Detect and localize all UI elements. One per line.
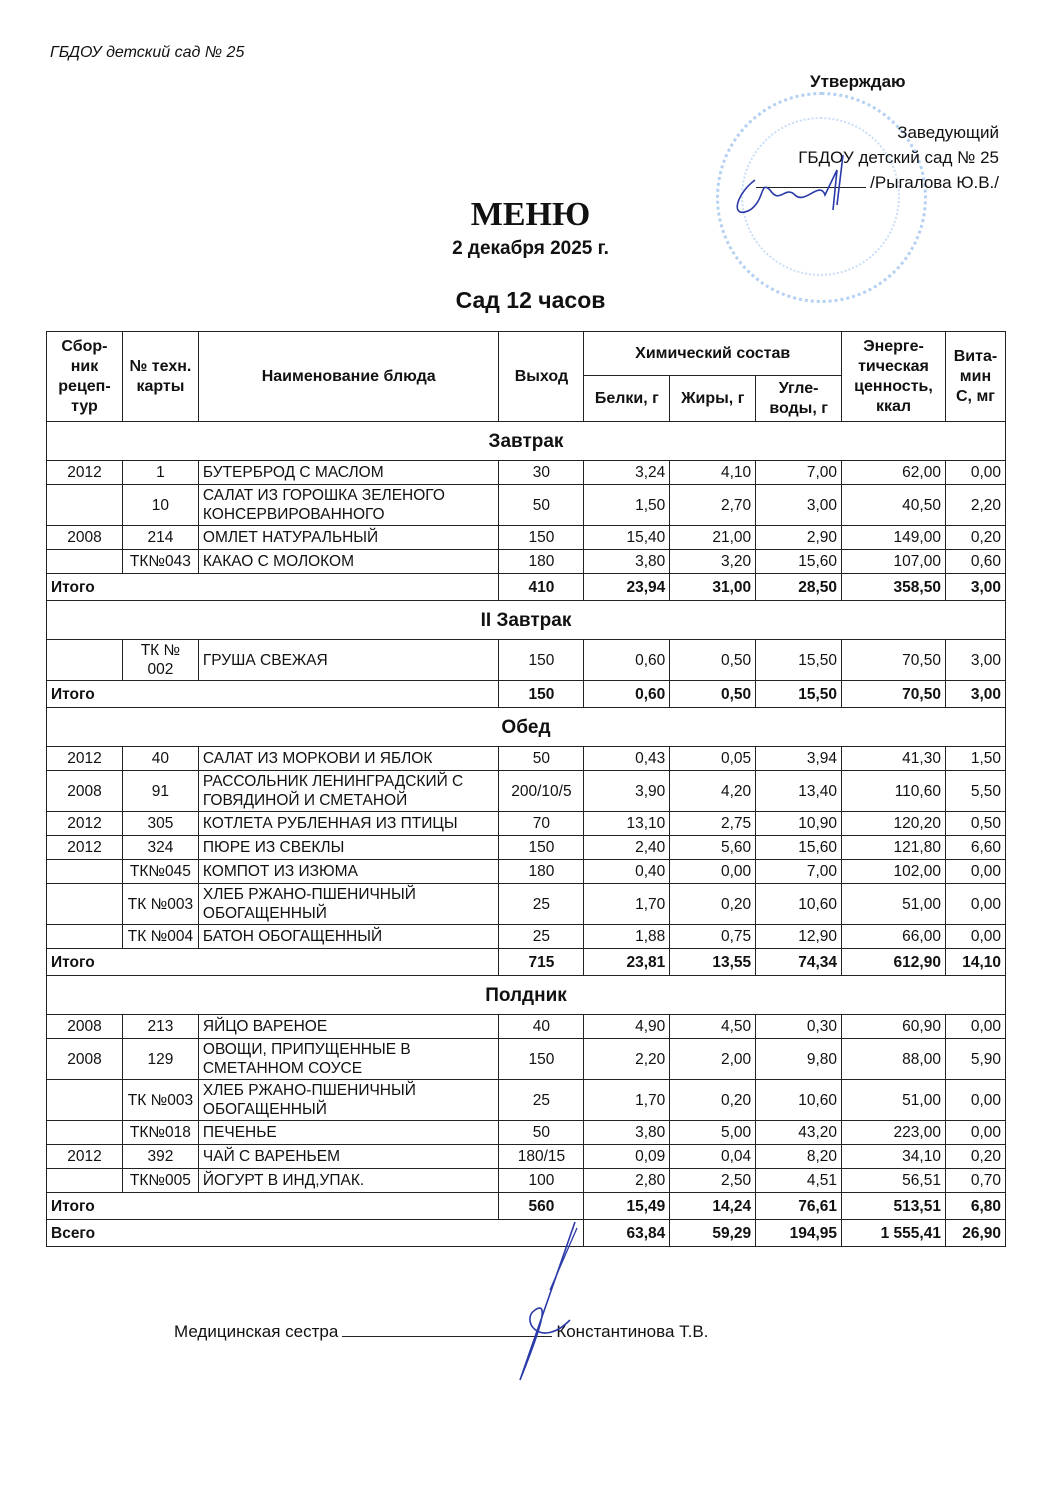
cell-fat: 2,00 bbox=[670, 1039, 756, 1080]
cell-card: 91 bbox=[122, 771, 198, 812]
cell-card: 324 bbox=[122, 836, 198, 860]
cell-dish: ХЛЕБ РЖАНО-ПШЕНИЧНЫЙ ОБОГАЩЕННЫЙ bbox=[198, 884, 499, 925]
cell-collection bbox=[47, 1121, 123, 1145]
total-label: Итого bbox=[47, 1193, 499, 1220]
cell-carbs: 10,60 bbox=[756, 884, 842, 925]
total-carbs: 28,50 bbox=[756, 574, 842, 601]
cell-fat: 0,20 bbox=[670, 1080, 756, 1121]
header-output: Выход bbox=[499, 332, 584, 422]
cell-protein: 0,43 bbox=[584, 747, 670, 771]
total-protein: 23,94 bbox=[584, 574, 670, 601]
cell-collection: 2008 bbox=[47, 526, 123, 550]
total-protein: 15,49 bbox=[584, 1193, 670, 1220]
cell-dish: БУТЕРБРОД С МАСЛОМ bbox=[198, 461, 499, 485]
cell-collection bbox=[47, 925, 123, 949]
grand-total-label: Всего bbox=[47, 1220, 584, 1247]
cell-card: ТК №003 bbox=[122, 1080, 198, 1121]
cell-carbs: 4,51 bbox=[756, 1169, 842, 1193]
total-output: 560 bbox=[499, 1193, 584, 1220]
cell-card: ТК №003 bbox=[122, 884, 198, 925]
section-header bbox=[47, 976, 1006, 1015]
grand-total-fat: 59,29 bbox=[670, 1220, 756, 1247]
cell-fat: 4,50 bbox=[670, 1015, 756, 1039]
menu-table bbox=[46, 331, 1006, 1247]
header-protein: Белки, г bbox=[584, 376, 670, 422]
cell-fat: 2,50 bbox=[670, 1169, 756, 1193]
cell-carbs: 9,80 bbox=[756, 1039, 842, 1080]
cell-fat: 2,75 bbox=[670, 812, 756, 836]
cell-vitc: 0,00 bbox=[945, 461, 1005, 485]
total-label: Итого bbox=[47, 681, 499, 708]
table-row bbox=[47, 485, 1006, 526]
header-dish-name: Наименование блюда bbox=[198, 332, 499, 422]
header-tech-card: № техн. карты bbox=[122, 332, 198, 422]
cell-collection: 2008 bbox=[47, 1039, 123, 1080]
cell-dish: ЯЙЦО ВАРЕНОЕ bbox=[198, 1015, 499, 1039]
cell-card: 213 bbox=[122, 1015, 198, 1039]
footer-signature-line bbox=[342, 1320, 552, 1337]
cell-collection bbox=[47, 485, 123, 526]
menu-date: 2 декабря 2025 г. bbox=[452, 238, 609, 259]
cell-carbs: 13,40 bbox=[756, 771, 842, 812]
total-energy: 513,51 bbox=[842, 1193, 946, 1220]
total-protein: 0,60 bbox=[584, 681, 670, 708]
approver-name: /Рыгалова Ю.В./ bbox=[870, 173, 999, 192]
cell-output: 25 bbox=[499, 1080, 584, 1121]
table-row bbox=[47, 1145, 1006, 1169]
header-fat: Жиры, г bbox=[670, 376, 756, 422]
cell-output: 70 bbox=[499, 812, 584, 836]
cell-carbs: 7,00 bbox=[756, 461, 842, 485]
total-label: Итого bbox=[47, 949, 499, 976]
approver-block bbox=[756, 120, 999, 195]
cell-protein: 0,09 bbox=[584, 1145, 670, 1169]
cell-output: 40 bbox=[499, 1015, 584, 1039]
cell-fat: 0,05 bbox=[670, 747, 756, 771]
cell-output: 50 bbox=[499, 1121, 584, 1145]
cell-fat: 3,20 bbox=[670, 550, 756, 574]
cell-protein: 1,70 bbox=[584, 884, 670, 925]
cell-dish: ПЕЧЕНЬЕ bbox=[198, 1121, 499, 1145]
table-row bbox=[47, 1039, 1006, 1080]
table-row bbox=[47, 1080, 1006, 1121]
cell-vitc: 0,60 bbox=[945, 550, 1005, 574]
cell-dish: ПЮРЕ ИЗ СВЕКЛЫ bbox=[198, 836, 499, 860]
cell-card: 305 bbox=[122, 812, 198, 836]
cell-output: 50 bbox=[499, 485, 584, 526]
footer-role: Медицинская сестра bbox=[174, 1322, 339, 1341]
section-header bbox=[47, 601, 1006, 640]
signature-line bbox=[756, 173, 866, 188]
header-carbs: Угле-воды, г bbox=[756, 376, 842, 422]
table-row bbox=[47, 836, 1006, 860]
cell-card: ТК№005 bbox=[122, 1169, 198, 1193]
section-total-row bbox=[47, 574, 1006, 601]
section-header bbox=[47, 708, 1006, 747]
cell-collection: 2012 bbox=[47, 812, 123, 836]
cell-card: ТК№045 bbox=[122, 860, 198, 884]
header-collection: Сбор-ник рецеп-тур bbox=[47, 332, 123, 422]
cell-collection: 2012 bbox=[47, 747, 123, 771]
cell-dish: КОМПОТ ИЗ ИЗЮМА bbox=[198, 860, 499, 884]
cell-card: ТК № 002 bbox=[122, 640, 198, 681]
table-row bbox=[47, 1121, 1006, 1145]
cell-fat: 2,70 bbox=[670, 485, 756, 526]
cell-energy: 56,51 bbox=[842, 1169, 946, 1193]
table-row bbox=[47, 550, 1006, 574]
cell-output: 50 bbox=[499, 747, 584, 771]
cell-output: 150 bbox=[499, 526, 584, 550]
cell-protein: 3,24 bbox=[584, 461, 670, 485]
cell-fat: 4,10 bbox=[670, 461, 756, 485]
cell-protein: 0,40 bbox=[584, 860, 670, 884]
cell-energy: 66,00 bbox=[842, 925, 946, 949]
cell-dish: ЙОГУРТ В ИНД,УПАК. bbox=[198, 1169, 499, 1193]
cell-fat: 0,04 bbox=[670, 1145, 756, 1169]
table-row bbox=[47, 884, 1006, 925]
total-energy: 358,50 bbox=[842, 574, 946, 601]
cell-energy: 40,50 bbox=[842, 485, 946, 526]
cell-protein: 1,50 bbox=[584, 485, 670, 526]
grand-total-energy: 1 555,41 bbox=[842, 1220, 946, 1247]
cell-energy: 51,00 bbox=[842, 884, 946, 925]
cell-carbs: 7,00 bbox=[756, 860, 842, 884]
cell-fat: 21,00 bbox=[670, 526, 756, 550]
total-vitc: 3,00 bbox=[945, 574, 1005, 601]
cell-card: 40 bbox=[122, 747, 198, 771]
cell-carbs: 43,20 bbox=[756, 1121, 842, 1145]
cell-energy: 62,00 bbox=[842, 461, 946, 485]
cell-collection: 2008 bbox=[47, 1015, 123, 1039]
table-row bbox=[47, 1015, 1006, 1039]
cell-fat: 5,00 bbox=[670, 1121, 756, 1145]
table-row bbox=[47, 526, 1006, 550]
cell-fat: 0,75 bbox=[670, 925, 756, 949]
cell-carbs: 15,60 bbox=[756, 836, 842, 860]
cell-dish: КОТЛЕТА РУБЛЕННАЯ ИЗ ПТИЦЫ bbox=[198, 812, 499, 836]
cell-collection bbox=[47, 550, 123, 574]
grand-total-protein: 63,84 bbox=[584, 1220, 670, 1247]
cell-carbs: 10,90 bbox=[756, 812, 842, 836]
cell-vitc: 0,00 bbox=[945, 860, 1005, 884]
table-row bbox=[47, 860, 1006, 884]
cell-collection bbox=[47, 640, 123, 681]
cell-carbs: 2,90 bbox=[756, 526, 842, 550]
table-row bbox=[47, 812, 1006, 836]
cell-protein: 4,90 bbox=[584, 1015, 670, 1039]
section-title: II Завтрак bbox=[47, 601, 1006, 640]
cell-collection bbox=[47, 884, 123, 925]
cell-protein: 1,88 bbox=[584, 925, 670, 949]
total-fat: 14,24 bbox=[670, 1193, 756, 1220]
cell-dish: ЧАЙ С ВАРЕНЬЕМ bbox=[198, 1145, 499, 1169]
cell-vitc: 1,50 bbox=[945, 747, 1005, 771]
organization-name: ГБДОУ детский сад № 25 bbox=[50, 44, 245, 61]
total-fat: 13,55 bbox=[670, 949, 756, 976]
cell-vitc: 3,00 bbox=[945, 640, 1005, 681]
cell-energy: 70,50 bbox=[842, 640, 946, 681]
footer-signature-block bbox=[174, 1320, 708, 1342]
cell-dish: БАТОН ОБОГАЩЕННЫЙ bbox=[198, 925, 499, 949]
cell-card: ТК№043 bbox=[122, 550, 198, 574]
cell-protein: 1,70 bbox=[584, 1080, 670, 1121]
cell-vitc: 0,00 bbox=[945, 1080, 1005, 1121]
table-row bbox=[47, 1169, 1006, 1193]
menu-subtitle: Сад 12 часов bbox=[455, 287, 606, 313]
cell-collection: 2012 bbox=[47, 1145, 123, 1169]
cell-card: 129 bbox=[122, 1039, 198, 1080]
cell-output: 150 bbox=[499, 640, 584, 681]
cell-fat: 0,20 bbox=[670, 884, 756, 925]
cell-vitc: 0,20 bbox=[945, 1145, 1005, 1169]
cell-vitc: 0,20 bbox=[945, 526, 1005, 550]
cell-output: 150 bbox=[499, 836, 584, 860]
cell-protein: 13,10 bbox=[584, 812, 670, 836]
cell-protein: 3,80 bbox=[584, 1121, 670, 1145]
total-label: Итого bbox=[47, 574, 499, 601]
total-carbs: 74,34 bbox=[756, 949, 842, 976]
cell-protein: 2,20 bbox=[584, 1039, 670, 1080]
cell-energy: 60,90 bbox=[842, 1015, 946, 1039]
total-output: 715 bbox=[499, 949, 584, 976]
cell-energy: 223,00 bbox=[842, 1121, 946, 1145]
total-protein: 23,81 bbox=[584, 949, 670, 976]
cell-vitc: 2,20 bbox=[945, 485, 1005, 526]
section-total-row bbox=[47, 1193, 1006, 1220]
cell-dish: САЛАТ ИЗ ГОРОШКА ЗЕЛЕНОГО КОНСЕРВИРОВАННОГО bbox=[198, 485, 499, 526]
page-title: МЕНЮ bbox=[470, 196, 591, 233]
cell-dish: РАССОЛЬНИК ЛЕНИНГРАДСКИЙ С ГОВЯДИНОЙ И СМЕТАНОЙ bbox=[198, 771, 499, 812]
total-vitc: 14,10 bbox=[945, 949, 1005, 976]
cell-dish: ХЛЕБ РЖАНО-ПШЕНИЧНЫЙ ОБОГАЩЕННЫЙ bbox=[198, 1080, 499, 1121]
cell-carbs: 10,60 bbox=[756, 1080, 842, 1121]
cell-collection bbox=[47, 1080, 123, 1121]
cell-output: 200/10/5 bbox=[499, 771, 584, 812]
cell-card: 1 bbox=[122, 461, 198, 485]
section-total-row bbox=[47, 681, 1006, 708]
cell-card: ТК №004 bbox=[122, 925, 198, 949]
cell-carbs: 3,94 bbox=[756, 747, 842, 771]
cell-fat: 5,60 bbox=[670, 836, 756, 860]
section-title: Завтрак bbox=[47, 422, 1006, 461]
cell-carbs: 12,90 bbox=[756, 925, 842, 949]
cell-vitc: 0,70 bbox=[945, 1169, 1005, 1193]
table-row bbox=[47, 771, 1006, 812]
total-fat: 0,50 bbox=[670, 681, 756, 708]
cell-vitc: 0,50 bbox=[945, 812, 1005, 836]
cell-output: 180 bbox=[499, 550, 584, 574]
total-energy: 70,50 bbox=[842, 681, 946, 708]
cell-collection bbox=[47, 860, 123, 884]
header-vitamin-c: Вита-мин С, мг bbox=[945, 332, 1005, 422]
cell-dish: САЛАТ ИЗ МОРКОВИ И ЯБЛОК bbox=[198, 747, 499, 771]
cell-vitc: 0,00 bbox=[945, 1015, 1005, 1039]
cell-energy: 107,00 bbox=[842, 550, 946, 574]
approver-signature-row bbox=[756, 170, 999, 195]
cell-energy: 120,20 bbox=[842, 812, 946, 836]
cell-carbs: 15,60 bbox=[756, 550, 842, 574]
cell-protein: 3,90 bbox=[584, 771, 670, 812]
cell-vitc: 0,00 bbox=[945, 884, 1005, 925]
grand-total-row bbox=[47, 1220, 1006, 1247]
table-row bbox=[47, 461, 1006, 485]
cell-vitc: 0,00 bbox=[945, 925, 1005, 949]
section-title: Обед bbox=[47, 708, 1006, 747]
cell-energy: 88,00 bbox=[842, 1039, 946, 1080]
cell-collection: 2012 bbox=[47, 461, 123, 485]
cell-dish: ГРУША СВЕЖАЯ bbox=[198, 640, 499, 681]
cell-energy: 51,00 bbox=[842, 1080, 946, 1121]
total-carbs: 76,61 bbox=[756, 1193, 842, 1220]
approver-position: Заведующий bbox=[897, 123, 999, 142]
cell-fat: 0,00 bbox=[670, 860, 756, 884]
cell-output: 100 bbox=[499, 1169, 584, 1193]
cell-energy: 41,30 bbox=[842, 747, 946, 771]
cell-energy: 149,00 bbox=[842, 526, 946, 550]
cell-collection bbox=[47, 1169, 123, 1193]
total-carbs: 15,50 bbox=[756, 681, 842, 708]
cell-carbs: 15,50 bbox=[756, 640, 842, 681]
cell-vitc: 0,00 bbox=[945, 1121, 1005, 1145]
cell-energy: 34,10 bbox=[842, 1145, 946, 1169]
cell-output: 25 bbox=[499, 925, 584, 949]
section-title: Полдник bbox=[47, 976, 1006, 1015]
cell-dish: КАКАО С МОЛОКОМ bbox=[198, 550, 499, 574]
cell-protein: 2,40 bbox=[584, 836, 670, 860]
cell-output: 25 bbox=[499, 884, 584, 925]
cell-dish: ОВОЩИ, ПРИПУЩЕННЫЕ В СМЕТАННОМ СОУСЕ bbox=[198, 1039, 499, 1080]
header-energy: Энерге-тическая ценность, ккал bbox=[842, 332, 946, 422]
cell-card: 214 bbox=[122, 526, 198, 550]
cell-card: 392 bbox=[122, 1145, 198, 1169]
cell-energy: 102,00 bbox=[842, 860, 946, 884]
table-row bbox=[47, 747, 1006, 771]
cell-vitc: 5,50 bbox=[945, 771, 1005, 812]
cell-carbs: 3,00 bbox=[756, 485, 842, 526]
table-row bbox=[47, 925, 1006, 949]
header-chem-group: Химический состав bbox=[584, 332, 842, 376]
approve-label: Утверждаю bbox=[810, 72, 906, 91]
cell-fat: 4,20 bbox=[670, 771, 756, 812]
cell-protein: 0,60 bbox=[584, 640, 670, 681]
cell-output: 30 bbox=[499, 461, 584, 485]
cell-collection: 2012 bbox=[47, 836, 123, 860]
grand-total-vitc: 26,90 bbox=[945, 1220, 1005, 1247]
cell-collection: 2008 bbox=[47, 771, 123, 812]
total-fat: 31,00 bbox=[670, 574, 756, 601]
section-header bbox=[47, 422, 1006, 461]
total-output: 410 bbox=[499, 574, 584, 601]
cell-fat: 0,50 bbox=[670, 640, 756, 681]
cell-energy: 121,80 bbox=[842, 836, 946, 860]
cell-energy: 110,60 bbox=[842, 771, 946, 812]
grand-total-carbs: 194,95 bbox=[756, 1220, 842, 1247]
cell-protein: 15,40 bbox=[584, 526, 670, 550]
cell-output: 150 bbox=[499, 1039, 584, 1080]
total-vitc: 3,00 bbox=[945, 681, 1005, 708]
cell-carbs: 8,20 bbox=[756, 1145, 842, 1169]
cell-carbs: 0,30 bbox=[756, 1015, 842, 1039]
cell-protein: 3,80 bbox=[584, 550, 670, 574]
cell-protein: 2,80 bbox=[584, 1169, 670, 1193]
section-total-row bbox=[47, 949, 1006, 976]
cell-output: 180 bbox=[499, 860, 584, 884]
cell-vitc: 5,90 bbox=[945, 1039, 1005, 1080]
table-row bbox=[47, 640, 1006, 681]
total-vitc: 6,80 bbox=[945, 1193, 1005, 1220]
approver-org: ГБДОУ детский сад № 25 bbox=[798, 148, 999, 167]
cell-output: 180/15 bbox=[499, 1145, 584, 1169]
cell-dish: ОМЛЕТ НАТУРАЛЬНЫЙ bbox=[198, 526, 499, 550]
total-energy: 612,90 bbox=[842, 949, 946, 976]
cell-card: 10 bbox=[122, 485, 198, 526]
footer-name: Константинова Т.В. bbox=[556, 1322, 709, 1341]
total-output: 150 bbox=[499, 681, 584, 708]
cell-card: ТК№018 bbox=[122, 1121, 198, 1145]
cell-vitc: 6,60 bbox=[945, 836, 1005, 860]
